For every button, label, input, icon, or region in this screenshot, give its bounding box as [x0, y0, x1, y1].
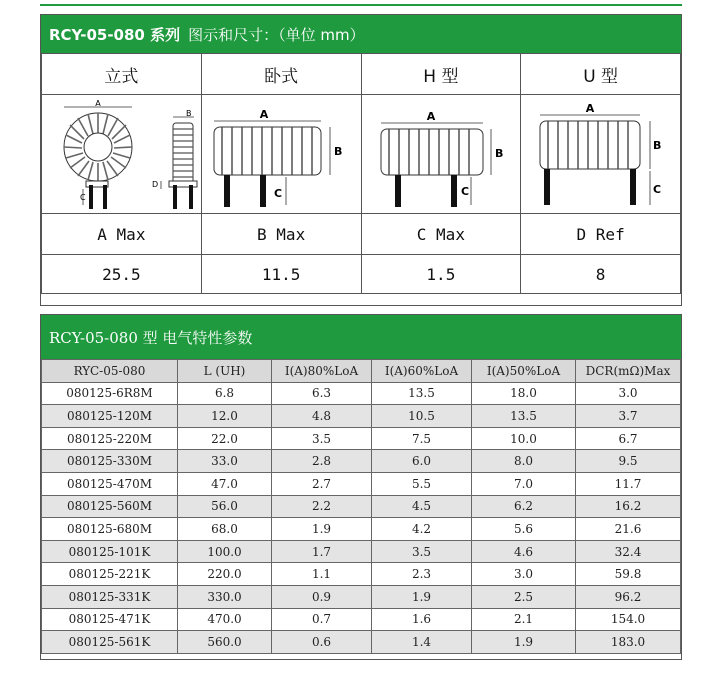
- dimensions-table: [41, 53, 681, 294]
- header-current-60: I(A)60%LoA: [372, 360, 472, 383]
- series-title: RCY-05-080 系列: [49, 25, 181, 44]
- cell-dcr: 6.7: [576, 427, 681, 450]
- dimension-value-d: 8: [521, 255, 681, 294]
- electrical-spec-table: [41, 359, 681, 654]
- dimension-value-c: 1.5: [361, 255, 521, 294]
- cell-part-number: 080125-470M: [42, 472, 178, 495]
- cell-part-number: 080125-331K: [42, 585, 178, 608]
- dimension-label-c: C Max: [361, 214, 521, 255]
- cell-inductance: 100.0: [178, 540, 272, 563]
- table-header-row: [42, 360, 681, 383]
- table-row: [42, 631, 681, 654]
- cell-inductance: 47.0: [178, 472, 272, 495]
- dim-letter-b-vertical: B: [186, 108, 192, 118]
- dim-letter-c-horizontal: C: [274, 186, 283, 200]
- cell-dcr: 21.6: [576, 518, 681, 541]
- cell-inductance: 560.0: [178, 631, 272, 654]
- cell-dcr: 9.5: [576, 450, 681, 473]
- cell-part-number: 080125-471K: [42, 608, 178, 631]
- dim-letter-b-u: B: [652, 138, 662, 152]
- header-current-50: I(A)50%LoA: [472, 360, 576, 383]
- column-horizontal: 卧式: [201, 54, 361, 95]
- column-h-type: H 型: [361, 54, 521, 95]
- cell-part-number: 080125-330M: [42, 450, 178, 473]
- cell-inductance: 68.0: [178, 518, 272, 541]
- top-accent-line: [40, 4, 682, 6]
- cell-current-50: 10.0: [472, 427, 576, 450]
- cell-current-50: 8.0: [472, 450, 576, 473]
- cell-current-80: 6.3: [272, 382, 372, 405]
- cell-current-80: 4.8: [272, 405, 372, 428]
- cell-current-80: 1.1: [272, 563, 372, 586]
- dim-letter-a-h: A: [426, 109, 436, 123]
- cell-part-number: 080125-101K: [42, 540, 178, 563]
- cell-dcr: 183.0: [576, 631, 681, 654]
- cell-current-50: 13.5: [472, 405, 576, 428]
- cell-current-80: 1.9: [272, 518, 372, 541]
- u-type-diagram: [532, 97, 670, 212]
- cell-inductance: 6.8: [178, 382, 272, 405]
- cell-current-60: 1.4: [372, 631, 472, 654]
- dimensions-subtitle: 图示和尺寸：（单位 mm）: [188, 25, 365, 44]
- cell-inductance: 22.0: [178, 427, 272, 450]
- cell-current-60: 4.5: [372, 495, 472, 518]
- cell-dcr: 3.7: [576, 405, 681, 428]
- cell-current-80: 0.7: [272, 608, 372, 631]
- dimension-value-b: 11.5: [201, 255, 361, 294]
- dimension-value-a: 25.5: [42, 255, 202, 294]
- cell-current-60: 1.9: [372, 585, 472, 608]
- u-type-figure-cell: [521, 95, 681, 214]
- cell-current-50: 3.0: [472, 563, 576, 586]
- electrical-title: RCY-05-080 型 电气特性参数: [49, 328, 253, 347]
- cell-inductance: 56.0: [178, 495, 272, 518]
- cell-current-60: 5.5: [372, 472, 472, 495]
- dimensions-header: [41, 15, 681, 53]
- cell-inductance: 12.0: [178, 405, 272, 428]
- cell-current-60: 10.5: [372, 405, 472, 428]
- cell-inductance: 33.0: [178, 450, 272, 473]
- cell-part-number: 080125-221K: [42, 563, 178, 586]
- cell-part-number: 080125-560M: [42, 495, 178, 518]
- table-row: [42, 405, 681, 428]
- dim-letter-a: A: [95, 98, 101, 108]
- cell-part-number: 080125-220M: [42, 427, 178, 450]
- cell-dcr: 11.7: [576, 472, 681, 495]
- cell-current-50: 2.1: [472, 608, 576, 631]
- table-row: [42, 608, 681, 631]
- cell-current-60: 2.3: [372, 563, 472, 586]
- table-row: [42, 563, 681, 586]
- cell-current-80: 2.2: [272, 495, 372, 518]
- cell-dcr: 59.8: [576, 563, 681, 586]
- dim-letter-c-h: C: [460, 184, 469, 198]
- cell-current-80: 2.8: [272, 450, 372, 473]
- cell-inductance: 330.0: [178, 585, 272, 608]
- cell-current-50: 7.0: [472, 472, 576, 495]
- cell-inductance: 220.0: [178, 563, 272, 586]
- table-row: [42, 450, 681, 473]
- dimensions-panel: [40, 14, 682, 306]
- header-dcr: DCR(mΩ)Max: [576, 360, 681, 383]
- horizontal-mount-diagram: [206, 97, 356, 212]
- electrical-header: [41, 315, 681, 359]
- cell-part-number: 080125-680M: [42, 518, 178, 541]
- dim-letter-d: D: [152, 179, 159, 189]
- cell-current-60: 7.5: [372, 427, 472, 450]
- cell-part-number: 080125-561K: [42, 631, 178, 654]
- dim-letter-c-u: C: [652, 182, 661, 196]
- cell-current-80: 2.7: [272, 472, 372, 495]
- dim-letter-c-vertical: C: [80, 192, 86, 202]
- h-type-figure-cell: [361, 95, 521, 214]
- vertical-mount-diagram: [42, 97, 222, 212]
- table-row: [42, 472, 681, 495]
- cell-current-60: 1.6: [372, 608, 472, 631]
- table-row: [42, 585, 681, 608]
- cell-dcr: 16.2: [576, 495, 681, 518]
- horizontal-figure-cell: [201, 95, 361, 214]
- column-vertical: 立式: [42, 54, 202, 95]
- cell-current-60: 13.5: [372, 382, 472, 405]
- cell-dcr: 3.0: [576, 382, 681, 405]
- cell-current-50: 5.6: [472, 518, 576, 541]
- cell-current-60: 4.2: [372, 518, 472, 541]
- electrical-panel: [40, 314, 682, 660]
- header-part-number: RYC-05-080: [42, 360, 178, 383]
- cell-part-number: 080125-120M: [42, 405, 178, 428]
- table-row: [42, 518, 681, 541]
- cell-current-60: 3.5: [372, 540, 472, 563]
- dim-letter-b-horizontal: B: [334, 144, 343, 158]
- cell-current-80: 1.7: [272, 540, 372, 563]
- dimension-label-a: A Max: [42, 214, 202, 255]
- dim-letter-b-h: B: [494, 146, 504, 160]
- dimension-label-d: D Ref: [521, 214, 681, 255]
- table-row: [42, 427, 681, 450]
- cell-dcr: 32.4: [576, 540, 681, 563]
- cell-part-number: 080125-6R8M: [42, 382, 178, 405]
- cell-current-80: 0.9: [272, 585, 372, 608]
- cell-current-80: 0.6: [272, 631, 372, 654]
- dim-letter-a-horizontal: A: [259, 107, 269, 121]
- dimension-label-b: B Max: [201, 214, 361, 255]
- cell-current-50: 18.0: [472, 382, 576, 405]
- cell-current-50: 1.9: [472, 631, 576, 654]
- header-current-80: I(A)80%LoA: [272, 360, 372, 383]
- header-inductance: L (UH): [178, 360, 272, 383]
- table-row: [42, 495, 681, 518]
- cell-current-50: 2.5: [472, 585, 576, 608]
- column-u-type: U 型: [521, 54, 681, 95]
- cell-inductance: 470.0: [178, 608, 272, 631]
- cell-current-60: 6.0: [372, 450, 472, 473]
- cell-dcr: 154.0: [576, 608, 681, 631]
- vertical-figure-cell: [42, 95, 202, 214]
- cell-dcr: 96.2: [576, 585, 681, 608]
- cell-current-50: 4.6: [472, 540, 576, 563]
- table-row: [42, 382, 681, 405]
- cell-current-50: 6.2: [472, 495, 576, 518]
- dim-letter-a-u: A: [585, 101, 594, 115]
- cell-current-80: 3.5: [272, 427, 372, 450]
- h-type-diagram: [371, 97, 511, 212]
- table-row: [42, 540, 681, 563]
